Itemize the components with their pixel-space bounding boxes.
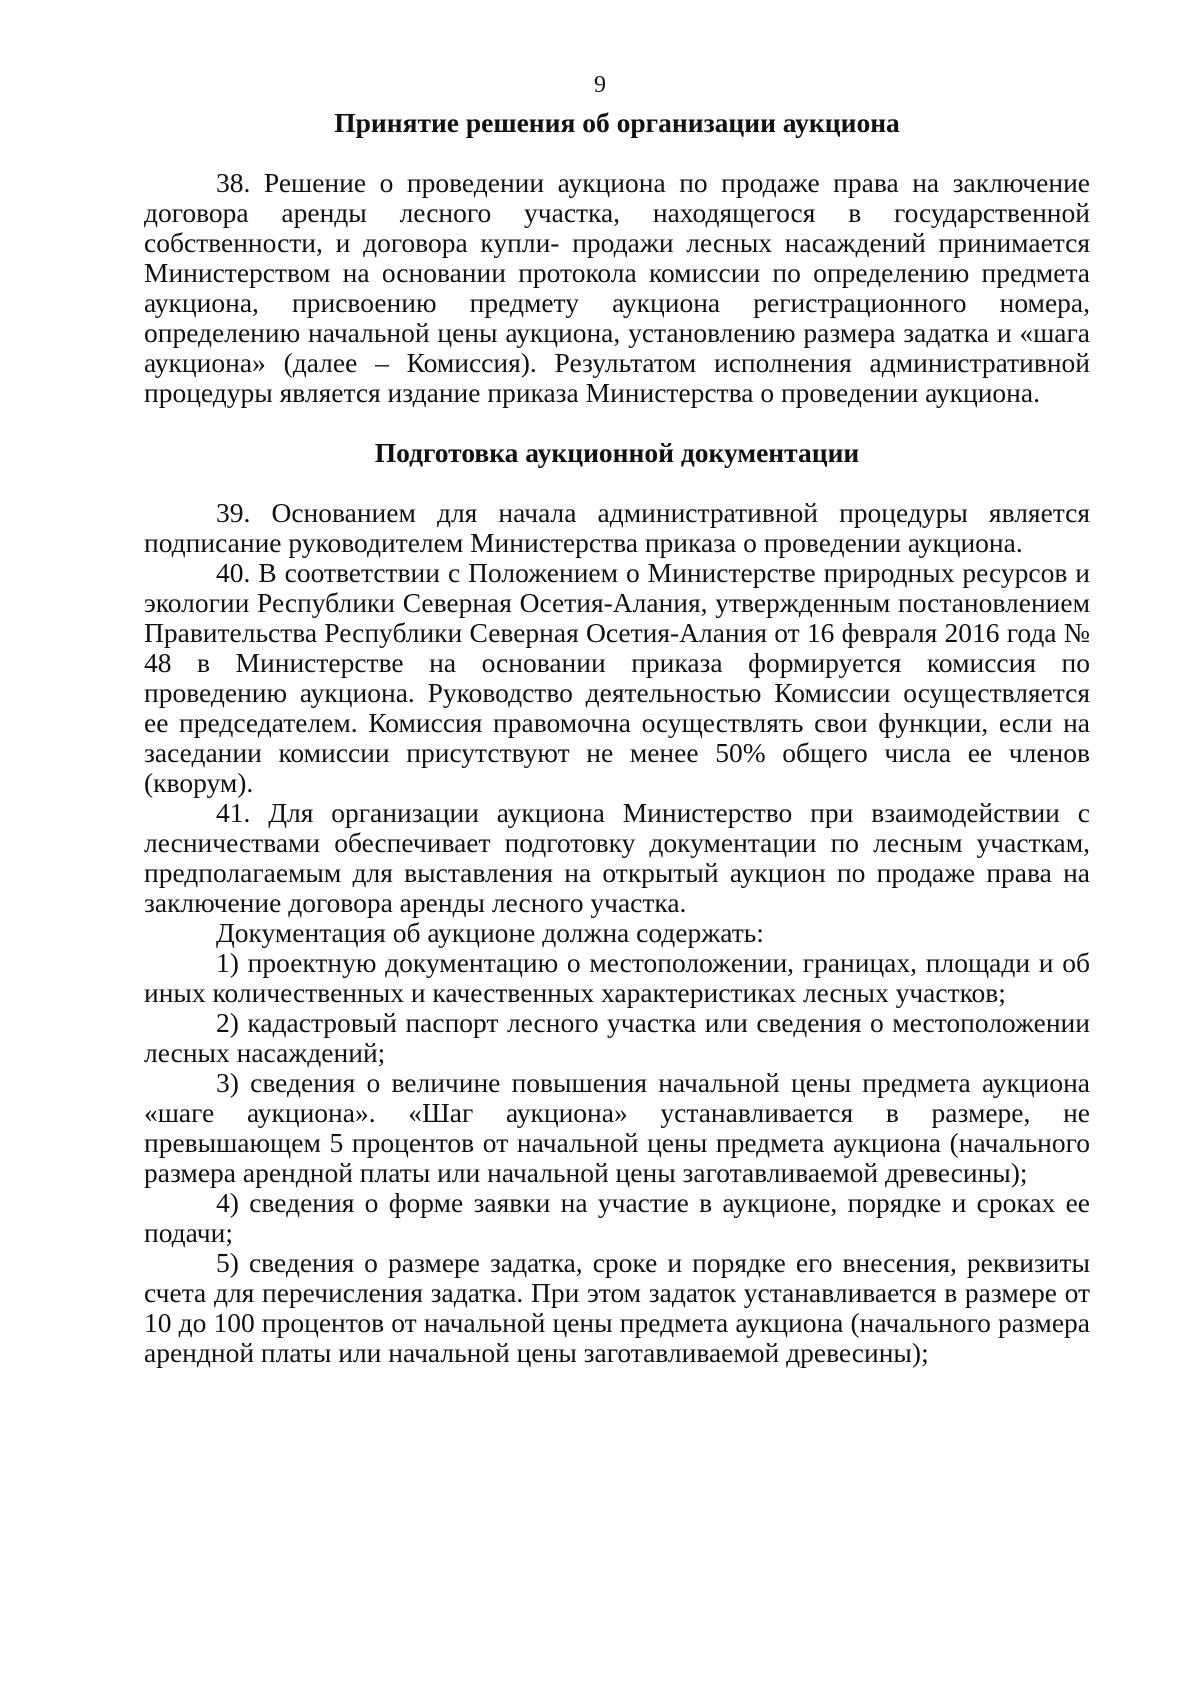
page-number: 9	[594, 72, 606, 98]
paragraph-40: 40. В соответствии с Положением о Министерстве природных ресурсов и экологии Республики Северная Осетия-Алания, утвержденным постановлением Правительства Республики Северная Осетия-Алания от 16 февраля 2016 года № 48 в Министерстве на основании приказа формируется комиссия по проведению аукциона. Руководство деятельностью Комиссии осуществляется ее председателем. Комиссия правомочна осуществлять свои функции, если на заседании комиссии присутствуют не менее 50% общего числа ее членов (кворум).	[144, 557, 1090, 798]
section-heading-auction-decision: Принятие решения об организации аукциона	[334, 107, 900, 138]
list-item-4: 4) сведения о форме заявки на участие в аукционе, порядке и сроках ее подачи;	[144, 1187, 1090, 1248]
paragraph-41: 41. Для организации аукциона Министерство при взаимодействии с лесничествами обеспечивает подготовку документации по лесным участкам, предполагаемым для выставления на открытый аукцион по продаже права на заключение договора аренды лесного участка.	[144, 797, 1090, 918]
list-item-1: 1) проектную документацию о местоположении, границах, площади и об иных количественных и качественных характеристиках лесных участков;	[144, 947, 1090, 1008]
list-item-5: 5) сведения о размере задатка, сроке и порядке его внесения, реквизиты счета для перечисления задатка. При этом задаток устанавливается в размере от 10 до 100 процентов от начальной цены предмета аукциона (начального размера арендной платы или начальной цены заготавливаемой древесины);	[144, 1247, 1090, 1368]
documentation-intro: Документация об аукционе должна содержать:	[216, 917, 764, 948]
paragraph-38: 38. Решение о проведении аукциона по продаже права на заключение договора аренды лесного участка, находящегося в государственной собственности, и договора купли- продажи лесных насаждений принимается Министерством на основании протокола комиссии по определению предмета аукциона, присвоению предмету аукциона регистрационного номера, определению начальной цены аукциона, установлению размера задатка и «шага аукциона» (далее – Комиссия). Результатом исполнения административной процедуры является издание приказа Министерства о проведении аукциона.	[144, 167, 1090, 408]
list-item-3: 3) сведения о величине повышения начальной цены предмета аукциона «шаге аукциона». «Шаг аукциона» устанавливается в размере, не превышающем 5 процентов от начальной цены предмета аукциона (начального размера арендной платы или начальной цены заготавливаемой древесины);	[144, 1067, 1090, 1188]
section-heading-auction-documentation: Подготовка аукционной документации	[374, 437, 860, 468]
list-item-2: 2) кадастровый паспорт лесного участка или сведения о местоположении лесных насаждений;	[144, 1007, 1090, 1068]
document-body	[144, 108, 1090, 1368]
paragraph-39: 39. Основанием для начала административной процедуры является подписание руководителем Министерства приказа о проведении аукциона.	[144, 497, 1090, 558]
